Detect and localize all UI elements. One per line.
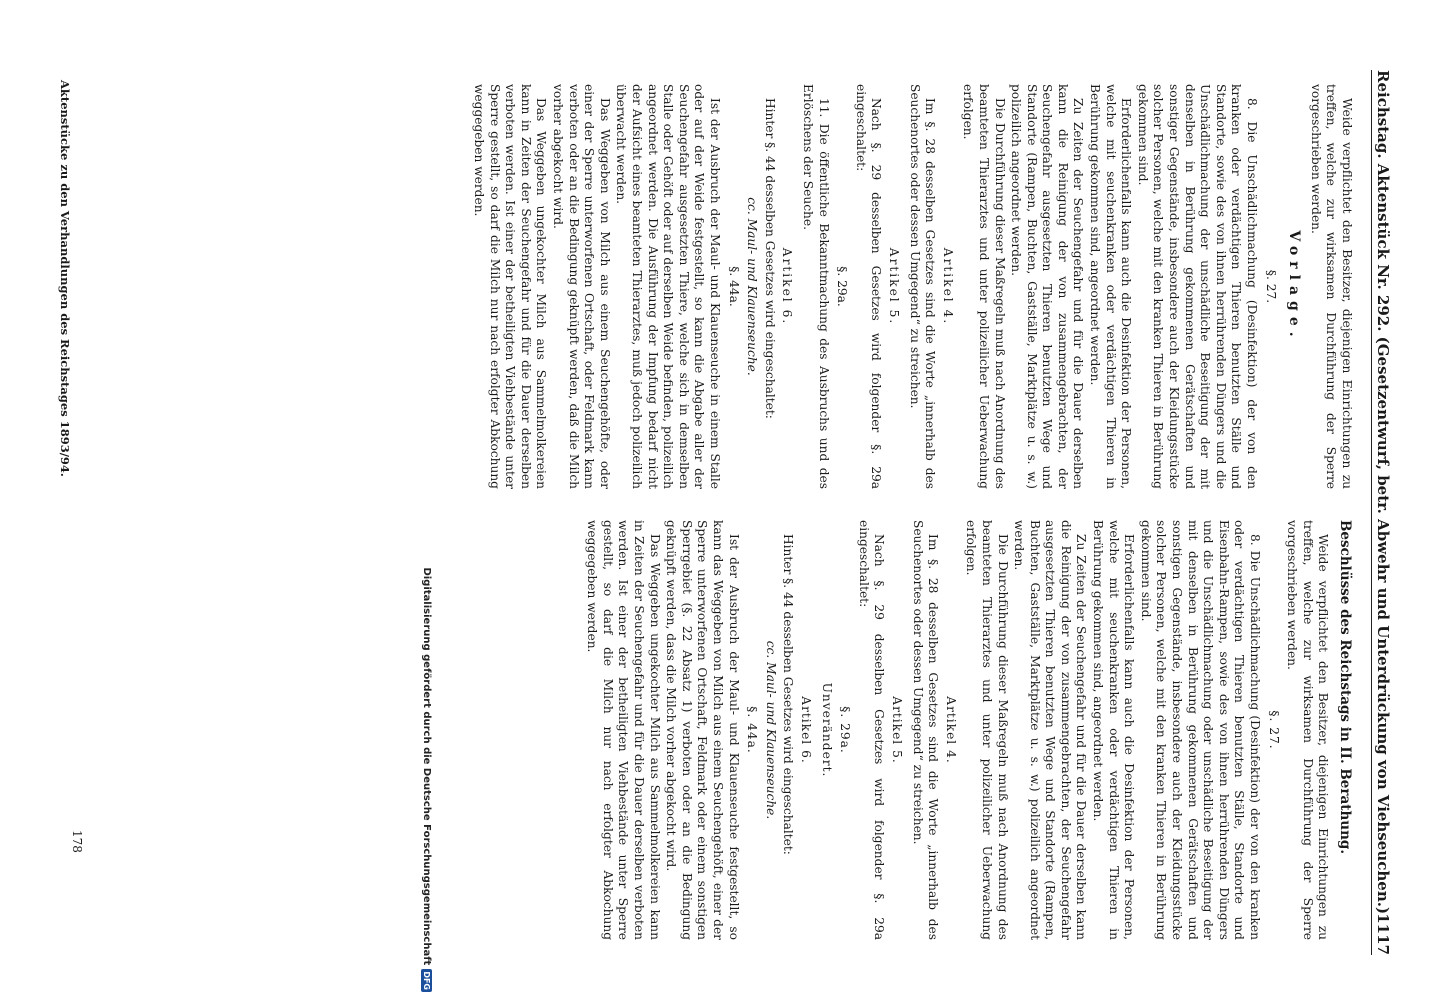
dfg-logo-icon: DFG (422, 971, 432, 990)
paragraph: Zu Zeiten der Seuchengefahr und für die Dauer derselben kann die Reinigung der von zusammengebrachten, der Seuchengefahr ausgesetzten Thieren benutzten Wege und Standorte (Rampen, Buchten, Gastställe, Marktplätze u. s. w.) polizeilich angeordnet werden. (1012, 520, 1089, 940)
column-title: Vorlage. (1286, 230, 1303, 343)
paragraph: Hinter §. 44 desselben Gesetzes wird eingeschaltet: (781, 534, 796, 855)
section-heading: §. 44a. (745, 706, 760, 754)
paragraph: Zu Zeiten der Seuchengefahr und für die Dauer derselben kann die Reinigung der von zusammengebrachten, der Seuchengefahr ausgesetzten Thieren benutzten Wege und Standorte (Rampen, Buchten, Gastställe, Marktplätze u. s. w.) polizeilich angeordnet werden. (1009, 84, 1086, 489)
section-heading: §. 27. (1263, 269, 1278, 304)
paragraph: 11. Die öffentliche Bekanntmachung des Ausbruchs und des Erlöschens der Seuche. (801, 84, 831, 489)
paragraph: 8. Die Unschädlichmachung (Desinfektion) der von den kranken oder verdächtigen Thieren benutzten Ställe und Standorte, sowie des von ihnen herrührenden Düngers und die Unschädlichmachung der unschädliche Beseitigung der mit denselben in Berührung gekommenen Gerätschaften und sonstiger Gegenstände, insbesondere auch der Kleidungsstücke solcher Personen, welche mit den kranken Thieren in Berührung gekommen sind. (1135, 84, 1260, 489)
paragraph: Nach §. 29 desselben Gesetzes wird folgender §. 29a eingeschaltet: (853, 84, 884, 489)
paragraph: Die Durchführung dieser Maßregeln muß nach Anordnung des beamteten Thierarztes und unter polizeilicher Ueberwachung erfolgen. (961, 84, 1007, 489)
unchanged-note: Unverändert. (819, 682, 834, 778)
paragraph: Das Weggeben ungekochter Milch aus Sammelmolkereien kann in Zeiten der Seuchengefahr und für die Dauer derselben verboten werden. Ist einer der betheiligten Viehbestände unter Sperre gestellt, so darf die Milch nur nach erfolgter Abkochung weggegeben werden. (585, 520, 662, 940)
paragraph: Ist der Ausbruch der Maul- und Klauenseuche in einem Stalle oder auf der Weide festgestellt, so kann die Abgabe aller der Seuchengefahr ausgesetzten Thiere, welche sich in demselben Stalle oder Gehöft oder auf derselben Weide befinden, polizeilich angeordnet werden. Die Ausführung der Impfung bedarf nicht der Aufsicht eines beamteten Thierarztes, muß jedoch polizeilich überwacht werden. (614, 84, 723, 489)
footer-source: Aktenstücke zu den Verhandlungen des Reichstages 1893/94. (58, 80, 72, 477)
credit-text: Digitalisierung gefördert durch die Deutsche Forschungsgemeinschaft (421, 567, 433, 966)
section-heading: §. 29a. (838, 706, 853, 754)
page-number: 1117 (1374, 913, 1392, 955)
page-header (1371, 70, 1392, 955)
paragraph: Ist der Ausbruch der Maul- und Klauenseuche festgestellt, so kann das Weggeben von Milch aus einem Seuchengehöft, einer der Sperre unterworfenen Ortschaft, Feldmark oder einem sonstigen Sperrgebiet (§. 22 Absatz 1) verboten oder an die Bedingung geknüpft werden, dass die Milch vorher abgekocht wird. (664, 520, 741, 940)
paragraph: Das Weggeben von Milch aus einem Seuchengehöfte, oder einer der Sperre unterworfenen Ortschaft, oder Feldmark kann verboten oder an die Bedingung geknüpft werden, daß die Milch vorher abgekocht wird. (551, 84, 612, 489)
intro-paragraph: Weide verpflichtet den Besitzer, diejenigen Einrichtungen zu treffen, welche zur wirksamen Durchführung der Sperre vorgeschrieben werden. (1308, 84, 1354, 489)
article-heading: Artikel 6. (780, 247, 795, 326)
paragraph: Die Durchführung dieser Maßregeln muß nach Anordnung des beamteten Thierarztes und unter polizeilicher Ueberwachung erfolgen. (964, 520, 1010, 940)
subheading: cc. Maul- und Klauenseuche. (745, 197, 760, 376)
article-heading: Artikel 5. (889, 696, 904, 764)
column-beschluesse (583, 520, 1352, 940)
footer-page-number: 178 (70, 830, 84, 853)
section-heading: §. 44a. (726, 266, 741, 307)
article-heading: Artikel 4. (940, 247, 955, 326)
paragraph: Das Weggeben ungekochter Milch aus Sammelmolkereien kann in Zeiten der Seuchengefahr und für die Dauer derselben verboten werden. Ist einer der betheiligten Viehbestände unter Sperre gestellt, so darf die Milch nur nach erfolgter Abkochung weggegeben werden. (472, 84, 549, 489)
paragraph: Im §. 28 desselben Gesetzes sind die Worte „innerhalb des Seuchenortes oder dessen Umgegend“ zu streichen. (907, 84, 938, 489)
article-heading: Artikel 6. (799, 696, 813, 764)
subheading: cc. Maul- und Klauenseuche. (763, 640, 778, 820)
paragraph: Hinter §. 44 desselben Gesetzes wird eingeschaltet: (762, 98, 777, 419)
article-heading: Artikel 5. (886, 247, 901, 326)
paragraph: 8. Die Unschädlichmachung (Desinfektion) der von den kranken oder verdächtigen Thieren benutzten Ställe, Standorte und Eisenbahn-Rampen, sowie des von ihnen herrührenden Düngers und die Unschädlichmachung oder unschädliche Beseitigung der mit denselben in Berührung gekommenen Gerätschaften und sonstigen Gegenstände, insbesondere auch der Kleidungsstücke solcher Personen, welche mit den kranken Thieren in Berührung gekommen sind. (1138, 520, 1263, 940)
section-heading: §. 29a. (835, 266, 850, 307)
paragraph: Nach §. 29 desselben Gesetzes wird folgender §. 29a eingeschaltet: (856, 520, 887, 940)
article-heading: Artikel 4. (943, 696, 958, 764)
header-title: Reichstag. Aktenstück Nr. 292. (Gesetzentwurf, betr. Abwehr und Unterdrückung von Viehseuchen.) (1374, 70, 1392, 915)
paragraph: Erforderlichenfalls kann auch die Desinfektion der Personen, welche mit seuchenkranken oder verdächtigen Thieren in Berührung gekommen sind, angeordnet werden. (1088, 84, 1134, 489)
digitization-credit (420, 0, 434, 1000)
section-heading: §. 27. (1266, 710, 1281, 750)
paragraph: Erforderlichenfalls kann auch die Desinfektion der Personen, welche mit seuchenkranken oder verdächtigen Thieren in Berührung gekommen sind, angeordnet werden. (1091, 520, 1137, 940)
column-title: Beschlüsse des Reichstags in II. Berathung. (1337, 520, 1353, 855)
column-vorlage (470, 84, 1354, 489)
paragraph: Im §. 28 desselben Gesetzes sind die Worte „innerhalb des Seuchenortes oder dessen Umgegend“ zu streichen. (910, 520, 941, 940)
intro-paragraph: Weide verpflichtet den Besitzer, diejenigen Einrichtungen zu treffen, welche zur wirksamen Durchführung der Sperre vorgeschrieben werden. (1285, 520, 1331, 940)
